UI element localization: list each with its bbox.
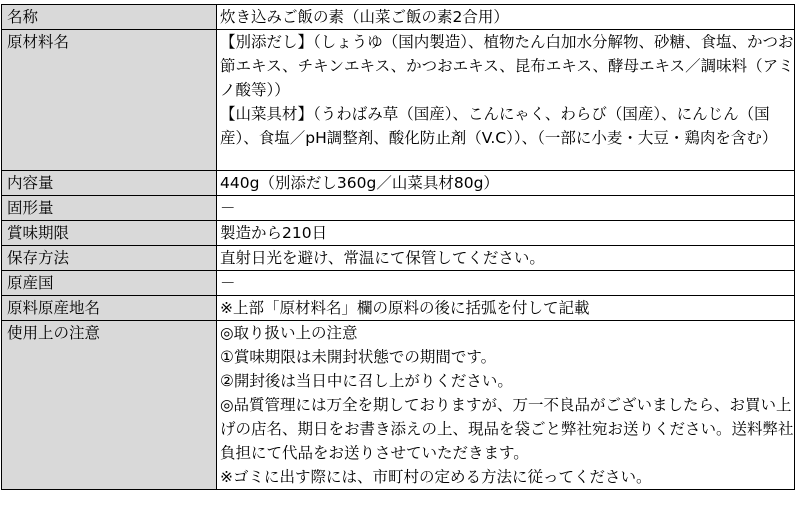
row-value: ◎取り扱い上の注意 ①賞味期限は未開封状態での期間です。 ②開封後は当日中に召し上がりください。 ◎品質管理には万全を期しておりますが、万一不良品がございましたら、お買い上げの店名、期日をお書き添えの上、現品を袋ごと弊社宛お送りください。送料弊社負担にて代品をお送りさせていただきます。 ※ゴミに出す際には、市町村の定める方法に従ってください。 — [217, 321, 795, 490]
table-row-country-of-origin — [2, 271, 795, 296]
table-row-ingredients — [2, 30, 795, 171]
row-label: 賞味期限 — [2, 221, 217, 246]
row-label: 保存方法 — [2, 246, 217, 271]
table-row-usage-notes — [2, 321, 795, 490]
table-row-name — [2, 5, 795, 30]
table-row-storage — [2, 246, 795, 271]
row-label: 固形量 — [2, 196, 217, 221]
row-value: 製造から210日 — [217, 221, 795, 246]
row-label: 原料原産地名 — [2, 296, 217, 321]
table-row-solid-content — [2, 196, 795, 221]
row-value: ※上部「原材料名」欄の原料の後に括弧を付して記載 — [217, 296, 795, 321]
table-row-net-content — [2, 171, 795, 196]
product-spec-table — [1, 4, 795, 490]
row-value: 440g（別添だし360g／山菜具材80g） — [217, 171, 795, 196]
row-label: 名称 — [2, 5, 217, 30]
row-label: 原材料名 — [2, 30, 217, 171]
row-value: 炊き込みご飯の素（山菜ご飯の素2合用） — [217, 5, 795, 30]
row-label: 内容量 — [2, 171, 217, 196]
row-label: 原産国 — [2, 271, 217, 296]
row-value: － — [217, 196, 795, 221]
row-value: － — [217, 271, 795, 296]
table-row-ingredient-origin — [2, 296, 795, 321]
row-value: 直射日光を避け、常温にて保管してください。 — [217, 246, 795, 271]
table-row-best-before — [2, 221, 795, 246]
row-value: 【別添だし】（しょうゆ（国内製造）、植物たん白加水分解物、砂糖、食塩、かつお節エキス、チキンエキス、かつおエキス、昆布エキス、酵母エキス／調味料（アミノ酸等）） 【山菜具材】（うわばみ草（国産）、こんにゃく、わらび（国産）、にんじん（国産）、食塩／pH調整剤、酸化防止剤（V.C））、（一部に小麦・大豆・鶏肉を含む） — [217, 30, 795, 171]
row-label: 使用上の注意 — [2, 321, 217, 490]
